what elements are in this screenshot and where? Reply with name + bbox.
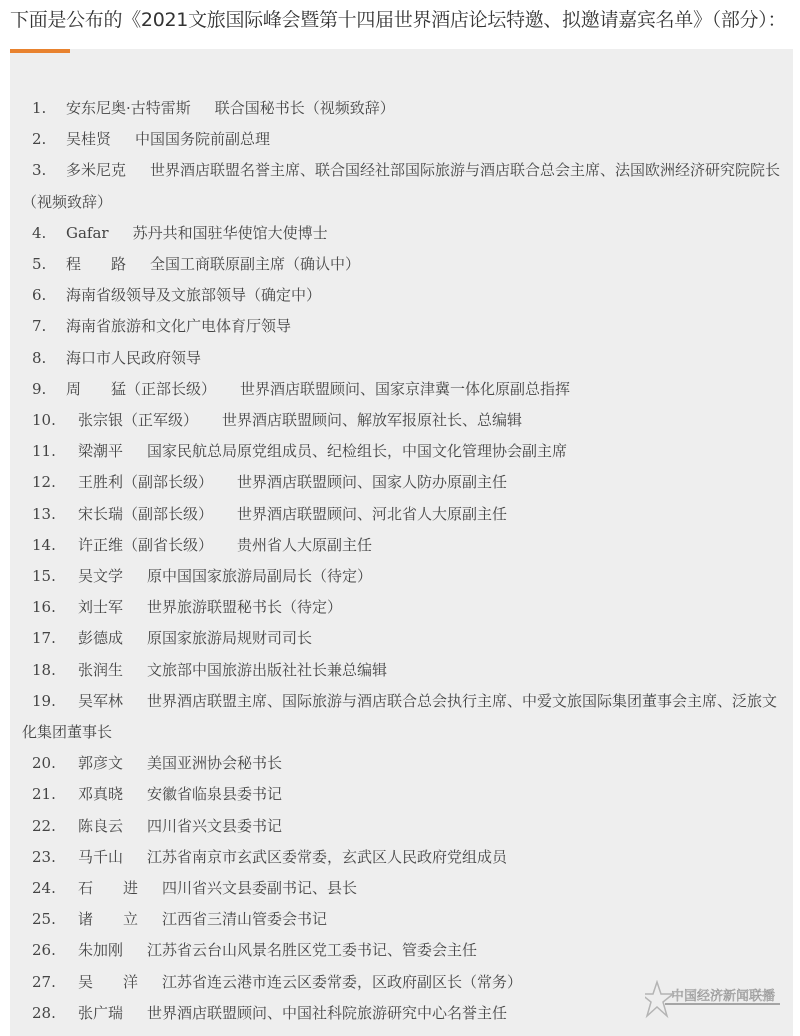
guest-name: 吴 洋 [78,972,139,991]
item-number: 14. [32,535,56,554]
item-number: 25. [32,910,56,929]
guest-name: 安东尼奥·古特雷斯 [66,99,191,117]
guest-name: Gafar [66,223,109,242]
guest-title: 世界酒店联盟顾问、中国社科院旅游研究中心名誉主任 [147,1003,508,1022]
guest-list-item [10,343,793,374]
guest-title: 安徽省临泉县委书记 [147,785,283,804]
item-number: 1. [32,99,47,117]
guest-name: 周 猛（正部长级） [66,379,217,398]
guest-list-item [10,748,793,779]
guest-title: 全国工商联原副主席（确认中） [150,255,361,274]
guest-name: 张宗银（正军级） [78,411,199,430]
guest-name: 吴桂贤 [66,130,112,149]
guest-list-item [10,561,793,592]
guest-list-item [10,374,793,405]
guest-list-item [10,405,793,436]
guest-list-item [10,499,793,530]
guest-title: 原中国国家旅游局副局长（待定） [147,567,373,586]
guest-name: 彭德成 [78,629,124,648]
guest-title: 国家民航总局原党组成员、纪检组长，中国文化管理协会副主席 [147,442,568,461]
guest-title: 世界酒店联盟顾问、解放军报原社长、总编辑 [222,411,523,430]
guest-list-item [10,623,793,654]
guest-name: 梁潮平 [78,442,124,461]
guest-name: 邓真晓 [78,785,124,804]
guest-list-item [10,311,793,342]
guest-list-item [10,904,793,935]
item-number: 6. [32,286,47,305]
item-number: 23. [32,847,56,866]
guest-list-item [10,592,793,623]
item-number: 13. [32,504,56,523]
guest-title: 原国家旅游局规财司司长 [147,629,313,648]
guest-list-item [10,873,793,904]
guest-name: 吴军林 [78,691,124,710]
guest-title: 美国亚洲协会秘书长 [147,754,283,773]
item-number: 21. [32,785,56,804]
guest-list-item [10,218,793,249]
guest-list-item [10,124,793,155]
guest-list-item [10,93,793,124]
item-number: 28. [32,1003,56,1022]
guest-title: 海口市人民政府领导 [66,348,202,367]
guest-name: 石 进 [78,879,139,898]
item-number: 16. [32,598,56,617]
guest-title: 中国国务院前副总理 [135,130,271,149]
guest-title: 海南省级领导及文旅部领导（确定中） [66,286,322,305]
guest-title: 海南省旅游和文化广电体育厅领导 [66,317,292,336]
guest-list-item [10,779,793,810]
guest-title: 四川省兴文县委书记 [147,816,283,835]
item-number: 4. [32,223,47,242]
guest-list-item [10,249,793,280]
watermark [645,980,785,1020]
guest-name: 宋长瑞（副部长级） [78,504,214,523]
intro-text: 下面是公布的《2021文旅国际峰会暨第十四届世界酒店论坛特邀、拟邀请嘉宾名单》（部分）： [10,9,787,31]
guest-name: 朱加刚 [78,941,124,960]
item-number: 20. [32,754,56,773]
guest-list-item [10,686,793,748]
item-number: 12. [32,473,56,492]
guest-title: 苏丹共和国驻华使馆大使博士 [132,223,328,242]
guest-name: 吴文学 [78,567,124,586]
star-logo-icon [645,980,785,1020]
item-number: 9. [32,379,47,398]
item-number: 18. [32,660,56,679]
guest-title: 世界酒店联盟名誉主席、联合国经社部国际旅游与酒店联合总会主席、法国欧洲经济研究院院长（视频致辞） [22,161,781,211]
guest-list-item [10,842,793,873]
watermark-text: 中国经济新闻联播 [671,989,776,1004]
guest-name: 陈良云 [78,816,124,835]
item-number: 24. [32,879,56,898]
guest-title: 江苏省云台山风景名胜区党工委书记、管委会主任 [147,941,478,960]
item-number: 2. [32,130,47,149]
guest-title: 世界酒店联盟主席、国际旅游与酒店联合总会执行主席、中爱文旅国际集团董事会主席、泛旅文化集团董事长 [22,691,778,742]
guest-name: 张润生 [78,660,124,679]
guest-name: 王胜利（副部长级） [78,473,214,492]
item-number: 11. [32,442,56,461]
guest-name: 郭彦文 [78,754,124,773]
item-number: 27. [32,972,56,991]
item-number: 3. [32,161,47,180]
guest-title: 世界酒店联盟顾问、河北省人大原副主任 [237,504,508,523]
guest-name: 马千山 [78,847,124,866]
guest-list-item [10,280,793,311]
guest-title: 江西省三清山管委会书记 [162,910,328,929]
guest-title: 世界酒店联盟顾问、国家人防办原副主任 [237,473,508,492]
guest-list-item [10,436,793,467]
guest-name: 多米尼克 [66,161,127,180]
item-number: 22. [32,816,56,835]
guest-name: 许正维（副省长级） [78,535,214,554]
guest-title: 江苏省南京市玄武区委常委，玄武区人民政府党组成员 [147,847,508,866]
item-number: 7. [32,317,47,336]
item-number: 26. [32,941,56,960]
item-number: 5. [32,255,47,274]
guest-title: 联合国秘书长（视频致辞） [214,99,395,117]
guest-list [10,93,793,1029]
guest-list-item [10,155,793,217]
guest-name: 张广瑞 [78,1003,124,1022]
guest-list-item [10,467,793,498]
guest-name: 诸 立 [78,910,139,929]
guest-title: 江苏省连云港市连云区委常委，区政府副区长（常务） [162,972,523,991]
guest-list-item [10,530,793,561]
guest-list-item [10,655,793,686]
guest-name: 刘士军 [78,598,124,617]
accent-bar [10,49,70,53]
guest-title: 世界酒店联盟顾问、国家京津冀一体化原副总指挥 [240,379,571,398]
item-number: 8. [32,348,47,367]
item-number: 15. [32,567,56,586]
guest-list-item [10,811,793,842]
guest-list-item [10,935,793,966]
guest-title: 贵州省人大原副主任 [237,535,373,554]
item-number: 17. [32,629,56,648]
item-number: 10. [32,411,56,430]
item-number: 19. [32,691,56,710]
guest-title: 世界旅游联盟秘书长（待定） [147,598,343,617]
guest-title: 文旅部中国旅游出版社社长兼总编辑 [147,660,388,679]
guest-name: 程 路 [66,255,127,274]
guest-title: 四川省兴文县委副书记、县长 [162,879,358,898]
guest-list-box [10,49,793,1036]
